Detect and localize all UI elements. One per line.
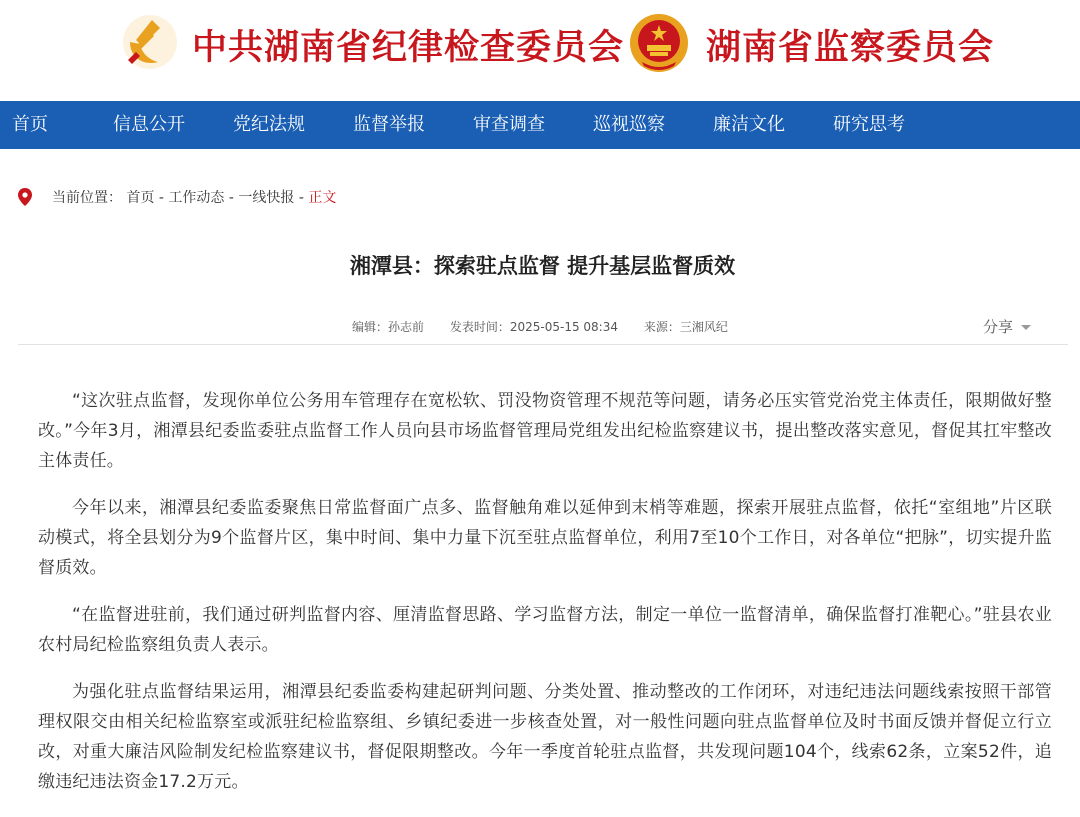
org-title-party: 中共湖南省纪律检查委员会 [192,27,625,68]
breadcrumb-work-news[interactable]: 工作动态 [168,190,225,206]
article-paragraph: 为强化驻点监督结果运用，湘潭县纪委监委构建起研判问题、分类处置、推动整改的工作闭环，对违纪违法问题线索按照干部管理权限交由相关纪检监察室或派驻纪检监察组、乡镇纪委进一步核查处置，对一般性问题向驻点监督单位及时书面反馈并督促立行立改，对重大廉洁风险制发纪检监察建议书，督促限期整改。今年一季度首轮驻点监督，共发现问题104个，线索62条，立案52件，追缴违纪违法资金17.2万元。 [38,682,1052,792]
share-label: 分享 [983,318,1014,336]
breadcrumb-separator: - [298,190,304,206]
breadcrumb-separator: - [158,190,164,206]
breadcrumb-home[interactable]: 首页 [126,190,155,206]
main-nav [0,101,1080,149]
article-body [38,386,1052,814]
article-source: 来源：三湘风纪 [643,320,728,334]
article-title: 湘潭县：探索驻点监督 提升基层监督质效 [349,254,736,278]
org-title-supervision: 湖南省监察委员会 [706,27,995,68]
nav-item-research[interactable]: 研究思考 [833,114,905,135]
nav-item-home[interactable]: 首页 [12,114,48,135]
article-paragraph: “在监督进驻前，我们通过研判监督内容、厘清监督思路、学习监督方法，制定一单位一监督清单，确保监督打准靶心。”驻县农业农村局纪检监察组负责人表示。 [38,605,1052,655]
share-button[interactable] [983,316,1031,337]
location-pin-icon [18,188,32,206]
article-meta [352,318,750,335]
breadcrumb-separator: - [228,190,234,206]
nav-item-info[interactable]: 信息公开 [113,114,185,135]
breadcrumb-frontline[interactable]: 一线快报 [238,190,295,206]
nav-item-regulations[interactable]: 党纪法规 [233,114,305,135]
breadcrumb-current: 正文 [308,190,337,206]
article-publish-time: 发表时间：2025-05-15 08:34 [449,320,618,334]
chevron-down-icon [1021,325,1031,330]
state-emblem-icon [628,12,690,74]
breadcrumb-prefix: 当前位置： [52,190,122,206]
nav-item-inspection[interactable]: 巡视巡察 [593,114,665,135]
party-emblem-icon [122,14,178,70]
article-paragraph: “这次驻点监督，发现你单位公务用车管理存在宽松软、罚没物资管理不规范等问题，请务必压实管党治党主体责任，限期做好整改。”今年3月，湘潭县纪委监委驻点监督工作人员向县市场监督管理局党组发出纪检监察建议书，提出整改落实意见，督促其扛牢整改主体责任。 [38,391,1052,471]
article-editor: 编辑：孙志前 [352,320,425,334]
site-header [0,0,1080,101]
nav-item-investigation[interactable]: 审查调查 [473,114,545,135]
article-paragraph: 今年以来，湘潭县纪委监委聚焦日常监督面广点多、监督触角难以延伸到末梢等难题，探索开展驻点监督，依托“室组地”片区联动模式，将全县划分为9个监督片区，集中时间、集中力量下沉至驻点监督单位，利用7至10个工作日，对各单位“把脉”，切实提升监督质效。 [38,498,1052,578]
nav-item-culture[interactable]: 廉洁文化 [713,114,785,135]
meta-divider [18,344,1068,345]
nav-item-report[interactable]: 监督举报 [353,114,425,135]
